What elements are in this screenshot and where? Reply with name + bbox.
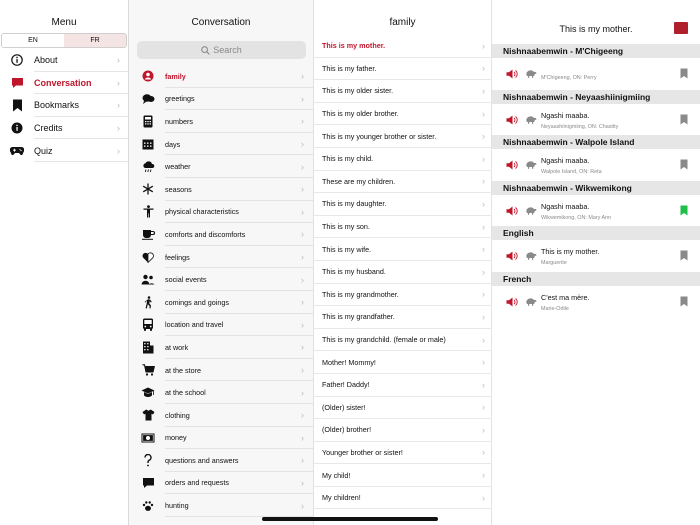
dialect-heading: Nishnaabemwin - Neyaashiinigmiing — [492, 90, 700, 104]
topic-label: questions and answers — [165, 455, 239, 465]
speaker-icon[interactable] — [506, 297, 519, 307]
phrases-title: family — [389, 17, 416, 28]
phrase-item[interactable] — [314, 397, 492, 420]
chevron-right-icon: › — [482, 334, 485, 345]
phrase-item[interactable] — [314, 464, 492, 487]
info-filled-icon — [10, 121, 24, 135]
translation-entry — [492, 58, 700, 90]
detail-panel — [492, 0, 700, 525]
chevron-right-icon: › — [482, 244, 485, 255]
dialect-heading: Nishnaabemwin - M'Chigeeng — [492, 44, 700, 58]
menu-item-conversation[interactable] — [0, 72, 128, 95]
chevron-right-icon: › — [482, 447, 485, 458]
phrase-label: (Older) brother! — [322, 425, 372, 435]
translation-text: This is my mother. — [541, 247, 600, 256]
chevron-right-icon: › — [117, 77, 120, 88]
chevron-right-icon: › — [301, 410, 304, 421]
menu-item-label: Quiz — [34, 145, 53, 156]
speech-bubbles-icon — [141, 92, 155, 106]
topic-item-money[interactable] — [129, 427, 313, 450]
phrase-label: This is my older sister. — [322, 86, 394, 96]
speaker-credit: Neyaashiinigmiing, ON: Chastity — [541, 123, 619, 130]
topic-item-comforts[interactable] — [129, 223, 313, 246]
dialect-heading: Nishnaabemwin - Wikwemikong — [492, 181, 700, 195]
translation-entry — [492, 104, 700, 136]
topic-item-clothing[interactable] — [129, 404, 313, 427]
phrase-item[interactable] — [314, 261, 492, 284]
phrase-item[interactable] — [314, 487, 492, 510]
topic-item-hunting[interactable] — [129, 494, 313, 517]
menu-item-quiz[interactable] — [0, 139, 128, 162]
shirt-icon — [141, 408, 155, 422]
topic-label: orders and requests — [165, 478, 229, 488]
lang-en-button[interactable]: EN — [2, 34, 64, 47]
phrase-item[interactable] — [314, 35, 492, 58]
calendar-icon — [141, 137, 155, 151]
chevron-right-icon: › — [482, 153, 485, 164]
topic-item-at-the-school[interactable] — [129, 381, 313, 404]
dialect-heading: French — [492, 272, 700, 286]
menu-item-label: Bookmarks — [34, 100, 80, 111]
speaker-icon[interactable] — [506, 251, 519, 261]
topic-label: hunting — [165, 501, 189, 511]
menu-item-label: Conversation — [34, 77, 92, 88]
topic-item-seasons[interactable] — [129, 178, 313, 201]
chevron-right-icon: › — [482, 85, 485, 96]
question-icon — [141, 453, 155, 467]
chevron-right-icon: › — [301, 252, 304, 263]
chevron-right-icon: › — [301, 161, 304, 172]
topic-label: at the school — [165, 388, 206, 398]
menu-item-credits[interactable] — [0, 117, 128, 140]
chevron-right-icon: › — [482, 357, 485, 368]
building-icon — [141, 340, 155, 354]
chat-bubble-icon — [10, 76, 24, 90]
phrase-item[interactable] — [314, 284, 492, 307]
chevron-right-icon: › — [301, 455, 304, 466]
topic-item-greetings[interactable] — [129, 88, 313, 111]
menu-panel — [0, 0, 129, 525]
language-toggle[interactable] — [1, 33, 127, 48]
phrase-label: This is my grandchild. (female or male) — [322, 335, 446, 345]
phrase-item[interactable] — [314, 306, 492, 329]
chevron-right-icon: › — [482, 108, 485, 119]
bookmark-icon[interactable] — [680, 68, 688, 79]
chevron-right-icon: › — [301, 342, 304, 353]
topic-label: weather — [165, 162, 191, 172]
chevron-right-icon: › — [482, 266, 485, 277]
graduation-cap-icon — [141, 386, 155, 400]
dialect-heading: Nishnaabemwin - Walpole Island — [492, 135, 700, 149]
cloud-rain-icon — [141, 160, 155, 174]
topic-item-at-work[interactable] — [129, 336, 313, 359]
gamepad-icon — [10, 144, 24, 158]
heart-icon — [141, 250, 155, 264]
slow-play-icon[interactable] — [526, 115, 537, 124]
topic-label: family — [165, 71, 186, 81]
search-icon — [201, 46, 210, 55]
menu-item-label: Credits — [34, 123, 63, 134]
slow-play-icon[interactable] — [526, 206, 537, 215]
phrase-item[interactable] — [314, 80, 492, 103]
chevron-right-icon: › — [482, 379, 485, 390]
bookmark-active-icon[interactable] — [680, 205, 688, 216]
chevron-right-icon: › — [301, 319, 304, 330]
topic-label: at the store — [165, 365, 201, 375]
chevron-right-icon: › — [482, 63, 485, 74]
chevron-right-icon: › — [301, 229, 304, 240]
topic-label: feelings — [165, 252, 190, 262]
phrases-panel — [314, 0, 492, 525]
topic-item-weather[interactable] — [129, 155, 313, 178]
phrase-label: This is my daughter. — [322, 199, 387, 209]
topic-item-physical-characteristics[interactable] — [129, 201, 313, 224]
chevron-right-icon: › — [482, 492, 485, 503]
chevron-right-icon: › — [482, 221, 485, 232]
slow-play-icon[interactable] — [526, 160, 537, 169]
chevron-right-icon: › — [117, 123, 120, 134]
topic-item-family[interactable] — [129, 65, 313, 88]
speaker-icon[interactable] — [506, 206, 519, 216]
chevron-right-icon: › — [482, 198, 485, 209]
phrase-label: This is my younger brother or sister. — [322, 131, 437, 141]
chevron-right-icon: › — [301, 477, 304, 488]
app-logo-icon — [674, 22, 688, 34]
topic-label: physical characteristics — [165, 207, 239, 217]
home-indicator[interactable] — [262, 517, 438, 521]
translation-entry — [492, 195, 700, 227]
topic-item-location-travel[interactable] — [129, 314, 313, 337]
phrase-label: This is my older brother. — [322, 109, 399, 119]
topic-label: clothing — [165, 410, 190, 420]
translation-text: C'est ma mère. — [541, 292, 590, 302]
translation-entry — [492, 240, 700, 272]
menu-item-bookmarks[interactable] — [0, 94, 128, 117]
phrase-item[interactable] — [314, 193, 492, 216]
chevron-right-icon: › — [482, 131, 485, 142]
snowflake-icon — [141, 182, 155, 196]
detail-title: This is my mother. — [559, 24, 633, 34]
dialect-heading: English — [492, 226, 700, 240]
bookmark-icon[interactable] — [680, 159, 688, 170]
menu-item-about[interactable] — [0, 49, 128, 72]
chevron-right-icon: › — [117, 55, 120, 66]
chevron-right-icon: › — [301, 71, 304, 82]
chevron-right-icon: › — [301, 387, 304, 398]
speaker-icon[interactable] — [506, 115, 519, 125]
phrase-item[interactable] — [314, 58, 492, 81]
phrase-label: This is my husband. — [322, 267, 386, 277]
phrase-label: This is my mother. — [322, 41, 386, 51]
chevron-right-icon: › — [117, 100, 120, 111]
speaker-icon[interactable] — [506, 69, 519, 79]
cart-icon — [141, 363, 155, 377]
phrase-label: This is my grandfather. — [322, 312, 395, 322]
chevron-right-icon: › — [482, 470, 485, 481]
phrase-label: This is my grandmother. — [322, 289, 399, 299]
phrase-item[interactable] — [314, 329, 492, 352]
slow-play-icon[interactable] — [526, 297, 537, 306]
speaker-credit: Wikwemikong, ON: Mary Ann — [541, 214, 612, 221]
phrase-label: My child! — [322, 470, 351, 480]
chevron-right-icon: › — [301, 93, 304, 104]
topic-label: money — [165, 433, 187, 443]
chevron-right-icon: › — [301, 365, 304, 376]
person-icon — [141, 69, 155, 83]
slow-play-icon[interactable] — [526, 69, 537, 78]
walking-icon — [141, 295, 155, 309]
search-input[interactable] — [137, 41, 306, 59]
topic-item-comings-goings[interactable] — [129, 291, 313, 314]
calculator-icon — [141, 114, 155, 128]
speaker-credit: M'Chigeeng, ON: Perry — [541, 75, 597, 81]
conversation-title: Conversation — [191, 17, 251, 28]
chevron-right-icon: › — [301, 432, 304, 443]
chevron-right-icon: › — [482, 176, 485, 187]
chevron-right-icon: › — [117, 145, 120, 156]
topic-label: at work — [165, 342, 189, 352]
chevron-right-icon: › — [482, 40, 485, 51]
topic-label: comforts and discomforts — [165, 229, 246, 239]
phrase-item[interactable] — [314, 374, 492, 397]
phrase-label: This is my child. — [322, 154, 374, 164]
chevron-right-icon: › — [482, 402, 485, 413]
topic-label: social events — [165, 275, 207, 285]
phrase-item[interactable] — [314, 419, 492, 442]
topic-list — [129, 65, 313, 517]
message-icon — [141, 476, 155, 490]
chevron-right-icon: › — [301, 116, 304, 127]
topic-item-feelings[interactable] — [129, 246, 313, 269]
topic-label: greetings — [165, 94, 195, 104]
translation-list — [492, 44, 700, 317]
bookmark-icon — [10, 98, 24, 112]
phrase-item[interactable] — [314, 238, 492, 261]
topic-item-days[interactable] — [129, 133, 313, 156]
phrase-list — [314, 35, 492, 509]
topic-item-numbers[interactable] — [129, 110, 313, 133]
topic-label: seasons — [165, 184, 192, 194]
topic-item-questions-answers[interactable] — [129, 449, 313, 472]
speaker-credit: Marguerite — [541, 260, 567, 266]
topic-label: numbers — [165, 116, 193, 126]
chevron-right-icon: › — [482, 424, 485, 435]
phrase-label: Younger brother or sister! — [322, 447, 403, 457]
menu-list — [0, 49, 128, 162]
topic-item-orders-requests[interactable] — [129, 472, 313, 495]
phrase-item[interactable] — [314, 216, 492, 239]
phrase-label: Father! Daddy! — [322, 380, 370, 390]
topic-label: days — [165, 139, 181, 149]
topic-label: comings and goings — [165, 297, 229, 307]
phrase-item[interactable] — [314, 148, 492, 171]
topic-label: location and travel — [165, 320, 224, 330]
translation-entry — [492, 149, 700, 181]
phrase-label: These are my children. — [322, 176, 396, 186]
translation-text: Ngashi maaba. — [541, 201, 590, 211]
bookmark-icon[interactable] — [680, 296, 688, 307]
slow-play-icon[interactable] — [526, 251, 537, 260]
menu-title: Menu — [51, 17, 77, 28]
paw-icon — [141, 499, 155, 513]
chevron-right-icon: › — [482, 289, 485, 300]
topic-item-social-events[interactable] — [129, 268, 313, 291]
chevron-right-icon: › — [301, 139, 304, 150]
speaker-credit: Marie-Odile — [541, 305, 569, 312]
people-icon — [141, 273, 155, 287]
phrase-label: My children! — [322, 493, 361, 503]
money-icon — [141, 431, 155, 445]
menu-item-label: About — [34, 55, 58, 66]
body-icon — [141, 205, 155, 219]
phrase-item[interactable] — [314, 351, 492, 374]
chevron-right-icon: › — [301, 500, 304, 511]
phrase-item[interactable] — [314, 125, 492, 148]
topic-item-at-the-store[interactable] — [129, 359, 313, 382]
cup-icon — [141, 227, 155, 241]
translation-text: Ngashi maaba. — [541, 156, 590, 165]
search-placeholder: Search — [213, 45, 242, 55]
bookmark-icon[interactable] — [680, 250, 688, 261]
phrase-label: Mother! Mommy! — [322, 357, 376, 367]
phrase-label: This is my father. — [322, 63, 377, 73]
bus-icon — [141, 318, 155, 332]
chevron-right-icon: › — [301, 206, 304, 217]
phrase-item[interactable] — [314, 171, 492, 194]
chevron-right-icon: › — [482, 311, 485, 322]
info-icon — [10, 53, 24, 67]
chevron-right-icon: › — [301, 297, 304, 308]
speaker-icon[interactable] — [506, 160, 519, 170]
phrase-label: This is my wife. — [322, 244, 372, 254]
conversation-panel — [129, 0, 314, 525]
phrase-item[interactable] — [314, 442, 492, 465]
translation-entry — [492, 286, 700, 318]
phrase-item[interactable] — [314, 103, 492, 126]
translation-text: Ngashi maaba. — [541, 110, 590, 120]
lang-fr-button[interactable]: FR — [64, 34, 126, 47]
chevron-right-icon: › — [301, 274, 304, 285]
chevron-right-icon: › — [301, 184, 304, 195]
phrase-label: (Older) sister! — [322, 402, 366, 412]
bookmark-icon[interactable] — [680, 114, 688, 125]
speaker-credit: Walpole Island, ON: Reta — [541, 169, 602, 175]
phrase-label: This is my son. — [322, 222, 370, 232]
